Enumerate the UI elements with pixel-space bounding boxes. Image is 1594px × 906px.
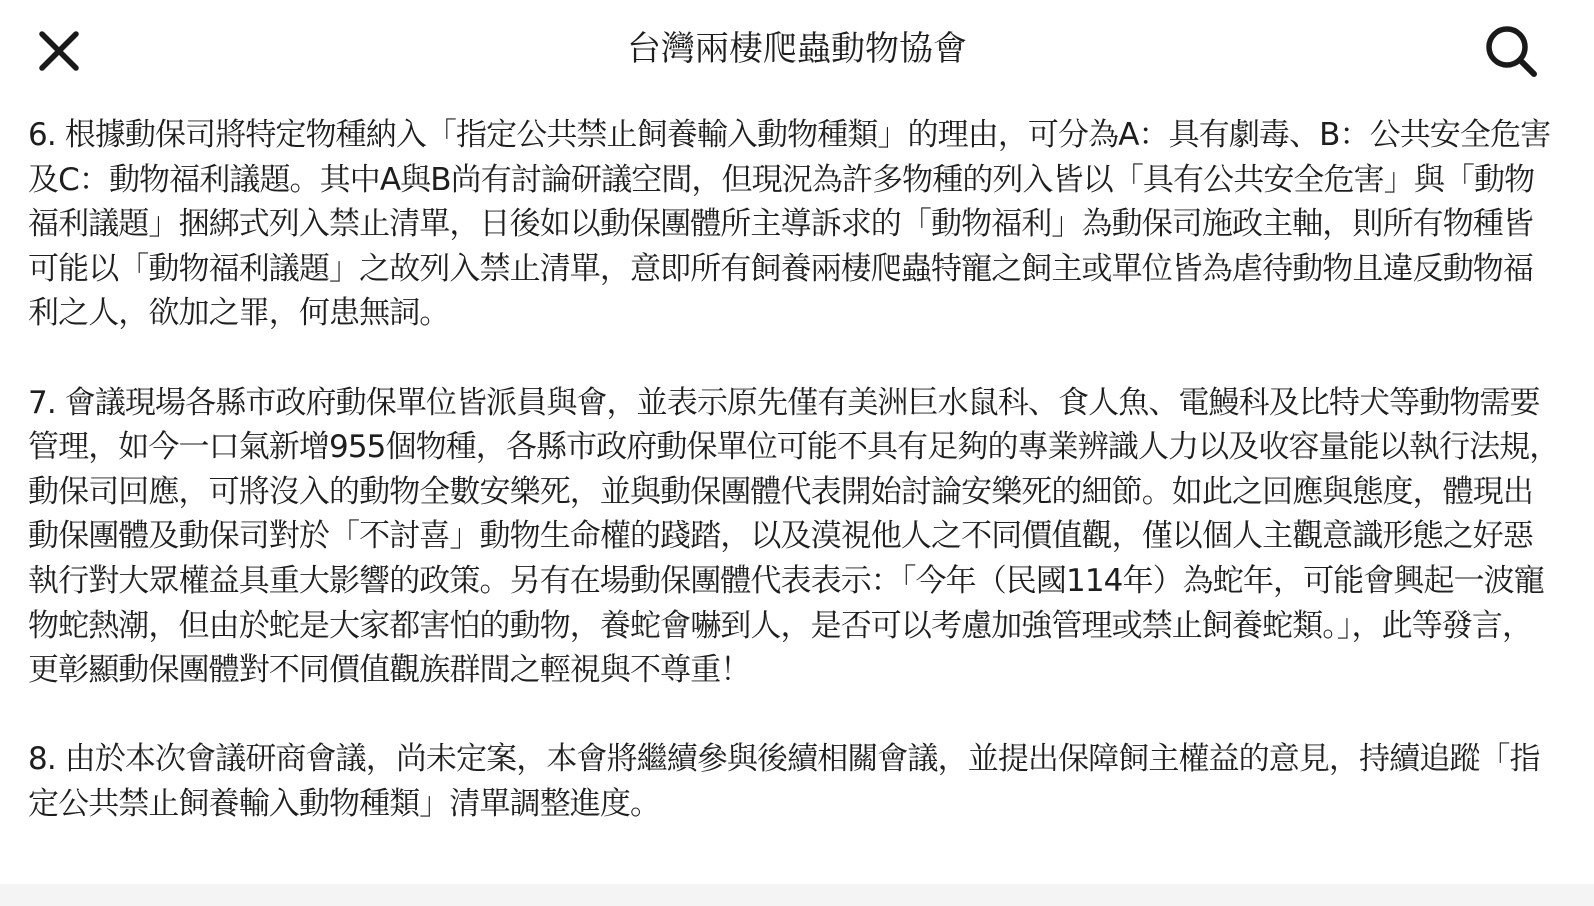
article-body (28, 113, 1560, 827)
top-bar (0, 0, 1594, 100)
paragraph-8: 8. 由於本次會議研商會議，尚未定案，本會將繼續參與後續相關會議，並提出保障飼主權益的意見，持續追蹤「指定公共禁止飼養輸入動物種類」清單調整進度。 (28, 741, 1540, 822)
paragraph-6: 6. 根據動保司將特定物種納入「指定公共禁止飼養輸入動物種類」的理由，可分為A：具有劇毒、B：公共安全危害及C：動物福利議題。其中A與B尚有討論研議空間，但現況為許多物種的列入皆以「具有公共安全危害」與「動物福利議題」捆綁式列入禁止清單，日後如以動保團體所主導訴求的「動物福利」為動保司施政主軸，則所有物種皆可能以「動物福利議題」之故列入禁止清單，意即所有飼養兩棲爬蟲特寵之飼主或單位皆為虐待動物且違反動物福利之人，欲加之罪，何患無詞。 (28, 117, 1551, 332)
search-button[interactable] (1476, 16, 1546, 86)
page-title: 台灣兩棲爬蟲動物協會 (627, 29, 967, 69)
search-icon (1483, 23, 1539, 79)
bottom-strip (0, 884, 1594, 906)
paragraph-7: 7. 會議現場各縣市政府動保單位皆派員與會，並表示原先僅有美洲巨水鼠科、食人魚、電鰻科及比特犬等動物需要管理，如今一口氣新增955個物種，各縣市政府動保單位可能不具有足夠的專業辨識人力以及收容量能以執行法規，動保司回應，可將沒入的動物全數安樂死，並與動保團體代表開始討論安樂死的細節。如此之回應與態度，體現出動保團體及動保司對於「不討喜」動物生命權的踐踏，以及漠視他人之不同價值觀，僅以個人主觀意識形態之好惡執行對大眾權益具重大影響的政策。另有在場動保團體代表表示：「今年（民國114年）為蛇年，可能會興起一波寵物蛇熱潮，但由於蛇是大家都害怕的動物，養蛇會嚇到人，是否可以考慮加強管理或禁止飼養蛇類。」，此等發言，更彰顯動保團體對不同價值觀族群間之輕視與不尊重！ (28, 384, 1560, 689)
